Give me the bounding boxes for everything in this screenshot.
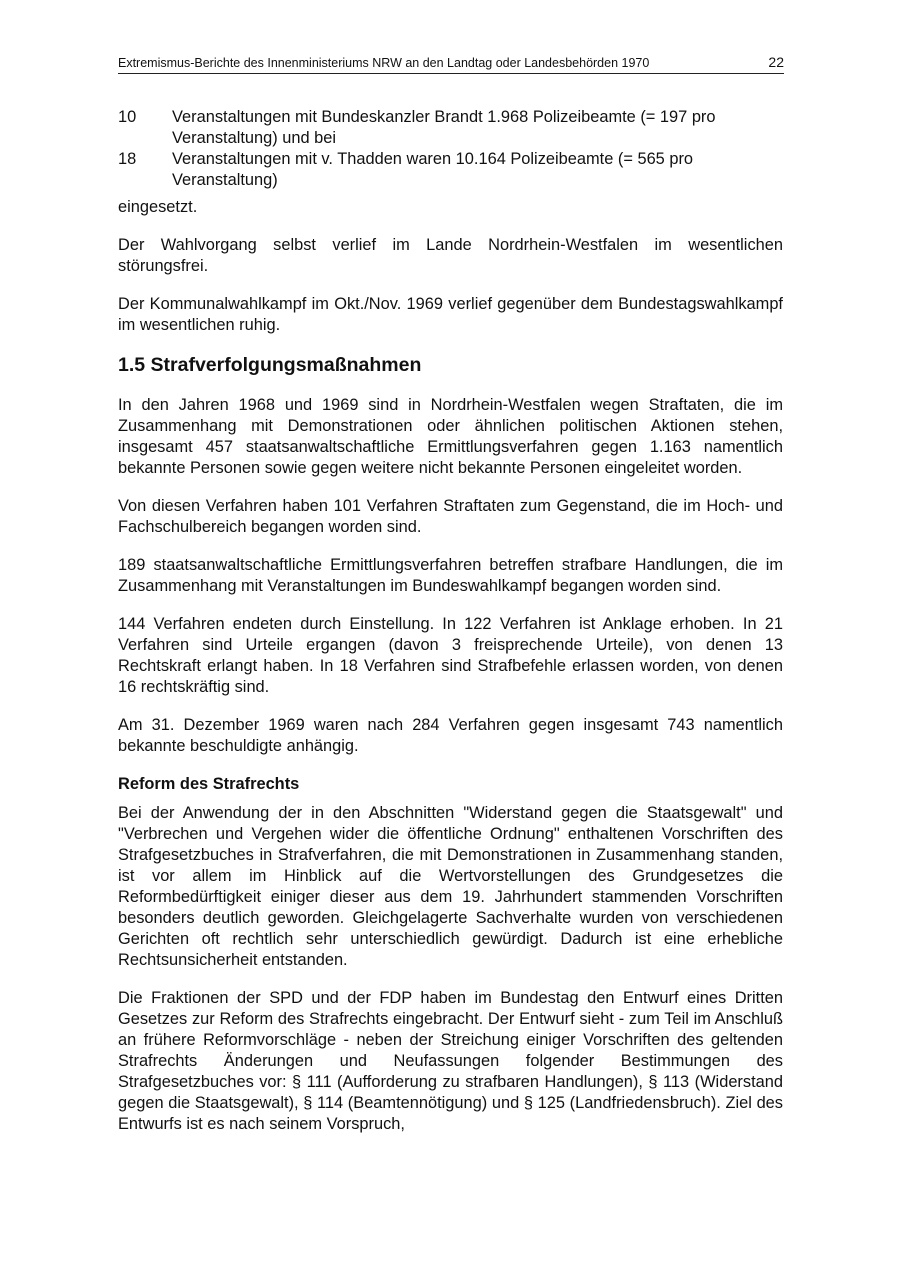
paragraph: eingesetzt. xyxy=(118,198,198,216)
numbered-list xyxy=(118,107,783,191)
paragraph: Der Kommunalwahlkampf im Okt./Nov. 1969 verlief gegenüber dem Bundestagswahlkampf im wesentlichen ruhig. xyxy=(118,295,783,334)
paragraph: Der Wahlvorgang selbst verlief im Lande Nordrhein-Westfalen im wesentlichen störungsfrei. xyxy=(118,236,783,275)
subheading: Reform des Strafrechts xyxy=(118,775,300,793)
page-number: 22 xyxy=(768,54,784,70)
paragraph: Am 31. Dezember 1969 waren nach 284 Verfahren gegen insgesamt 743 namentlich bekannte beschuldigte anhängig. xyxy=(118,716,783,755)
list-item xyxy=(118,107,783,149)
page-content xyxy=(118,107,783,1135)
list-item-number: 18 xyxy=(118,150,137,168)
page-header xyxy=(118,55,784,74)
section-heading: 1.5 Strafverfolgungsmaßnahmen xyxy=(118,354,422,376)
list-item xyxy=(118,149,783,191)
header-title: Extremismus-Berichte des Innenministeriums NRW an den Landtag oder Landesbehörden 1970 xyxy=(118,56,650,70)
paragraph: In den Jahren 1968 und 1969 sind in Nordrhein-Westfalen wegen Straftaten, die im Zusammenhang mit Demonstrationen oder ähnlichen politischen Aktionen stehen, insgesamt 457 staatsanwaltschaftliche Ermittlungsverfahren gegen 1.163 namentlich bekannte Personen sowie gegen weitere nicht bekannte Personen eingeleitet worden. xyxy=(118,396,783,477)
list-item-number: 10 xyxy=(118,108,137,126)
paragraph: Die Fraktionen der SPD und der FDP haben im Bundestag den Entwurf eines Dritten Gesetzes zur Reform des Strafrechts eingebracht. Der Entwurf sieht - zum Teil im Anschluß an frühere Reformvorschläge - neben der Streichung einiger Vorschriften des geltenden Strafrechts Änderungen und Neufassungen folgender Bestimmungen des Strafgesetzbuches vor: § 111 (Aufforderung zu strafbaren Handlungen), § 113 (Widerstand gegen die Staatsgewalt), § 114 (Beamtennötigung) und § 125 (Landfriedensbruch). Ziel des Entwurfs ist es nach seinem Vorspruch, xyxy=(118,989,783,1133)
list-item-text: Veranstaltungen mit v. Thadden waren 10.164 Polizeibeamte (= 565 pro Veranstaltung) xyxy=(172,150,694,189)
paragraph: 189 staatsanwaltschaftliche Ermittlungsverfahren betreffen strafbare Handlungen, die im Zusammenhang mit Veranstaltungen im Bundeswahlkampf begangen worden sind. xyxy=(118,556,783,595)
paragraph: Bei der Anwendung der in den Abschnitten "Widerstand gegen die Staatsgewalt" und "Verbrechen und Vergehen wider die öffentliche Ordnung" enthaltenen Vorschriften des Strafgesetzbuches in Strafverfahren, die mit Demonstrationen in Zusammenhang standen, ist vor allem im Hinblick auf die Wertvorstellungen des Grundgesetzes die Reformbedürftigkeit einiger dieser aus dem 19. Jahrhundert stammenden Vorschriften besonders deutlich geworden. Gleichgelagerte Sachverhalte wurden von verschiedenen Gerichten oft rechtlich sehr unterschiedlich gewürdigt. Dadurch ist eine erhebliche Rechtsunsicherheit entstanden. xyxy=(118,804,783,969)
list-item-text: Veranstaltungen mit Bundeskanzler Brandt 1.968 Polizeibeamte (= 197 pro Veranstaltung) und bei xyxy=(172,108,716,147)
paragraph: Von diesen Verfahren haben 101 Verfahren Straftaten zum Gegenstand, die im Hoch- und Fachschulbereich begangen worden sind. xyxy=(118,497,783,536)
paragraph: 144 Verfahren endeten durch Einstellung. In 122 Verfahren ist Anklage erhoben. In 21 Verfahren sind Urteile ergangen (davon 3 freisprechende Urteile), von denen 13 Rechtskraft erlangt haben. In 18 Verfahren sind Strafbefehle erlassen worden, von denen 16 rechtskräftig sind. xyxy=(118,615,783,696)
